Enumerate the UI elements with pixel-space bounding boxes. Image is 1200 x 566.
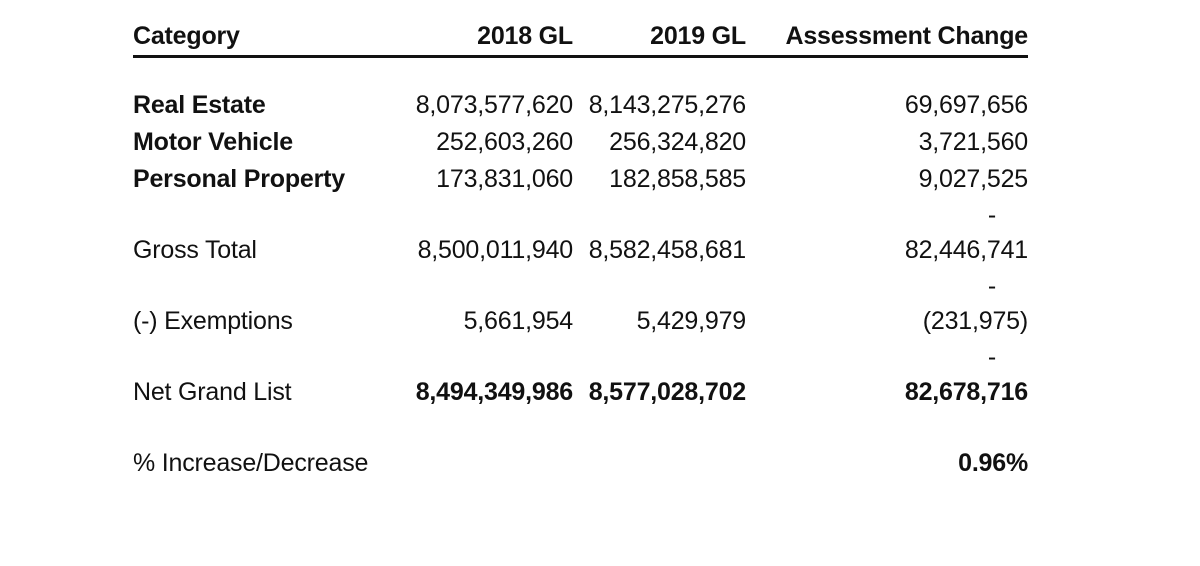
cell-2018-net-grand-list: 8,494,349,986 [415, 378, 573, 406]
row-label-gross-total: Gross Total [133, 236, 257, 264]
dash-marker-gross-total: - [987, 201, 996, 229]
table-row [133, 87, 1028, 124]
cell-2018-motor-vehicle: 252,603,260 [436, 128, 573, 156]
dash-separator-row [133, 198, 1028, 232]
cell-2019-percent [573, 445, 746, 482]
cell-2018-percent [401, 445, 573, 482]
dash-separator-row [133, 340, 1028, 374]
cell-2019-net-grand-list: 8,577,028,702 [588, 378, 746, 406]
column-header-2018-gl: 2018 GL [401, 18, 573, 57]
table-row [133, 124, 1028, 161]
cell-change-percent: 0.96% [958, 449, 1028, 477]
row-label-real-estate: Real Estate [133, 91, 266, 119]
cell-2018-gross-total: 8,500,011,940 [417, 236, 573, 264]
cell-2018-real-estate: 8,073,577,620 [415, 91, 573, 119]
spacer-row-before-percent [133, 411, 1028, 445]
table-row [133, 161, 1028, 198]
dash-marker-net-grand-list: - [987, 343, 996, 371]
table-row [133, 232, 1028, 269]
table-row-total [133, 374, 1028, 411]
table-header [133, 18, 1028, 57]
row-label-net-grand-list: Net Grand List [133, 378, 292, 406]
column-header-2019-gl: 2019 GL [573, 18, 746, 57]
cell-change-exemptions: (231,975) [922, 307, 1028, 335]
cell-2019-personal-property: 182,858,585 [609, 165, 746, 193]
header-row [133, 18, 1028, 57]
cell-change-gross-total: 82,446,741 [904, 236, 1028, 264]
cell-2019-gross-total: 8,582,458,681 [588, 236, 746, 264]
table-body [133, 57, 1028, 483]
cell-change-net-grand-list: 82,678,716 [904, 378, 1028, 406]
column-header-assessment-change: Assessment Change [746, 18, 1028, 57]
row-label-exemptions: (-) Exemptions [133, 307, 293, 335]
table-row-percent [133, 445, 1028, 482]
row-label-motor-vehicle: Motor Vehicle [133, 128, 293, 156]
dash-separator-row [133, 269, 1028, 303]
row-label-percent-increase-decrease: % Increase/Decrease [133, 449, 369, 477]
cell-2018-exemptions: 5,661,954 [463, 307, 573, 335]
column-header-category: Category [133, 18, 401, 57]
cell-change-personal-property: 9,027,525 [918, 165, 1028, 193]
dash-marker-exemptions: - [987, 272, 996, 300]
cell-2019-exemptions: 5,429,979 [636, 307, 746, 335]
cell-change-motor-vehicle: 3,721,560 [918, 128, 1028, 156]
cell-2019-motor-vehicle: 256,324,820 [609, 128, 746, 156]
cell-2018-personal-property: 173,831,060 [436, 165, 573, 193]
table-row [133, 303, 1028, 340]
cell-change-real-estate: 69,697,656 [904, 91, 1028, 119]
cell-2019-real-estate: 8,143,275,276 [588, 91, 746, 119]
row-label-personal-property: Personal Property [133, 165, 345, 193]
spacer-row-after-header [133, 57, 1028, 88]
grand-list-table [133, 18, 1028, 482]
